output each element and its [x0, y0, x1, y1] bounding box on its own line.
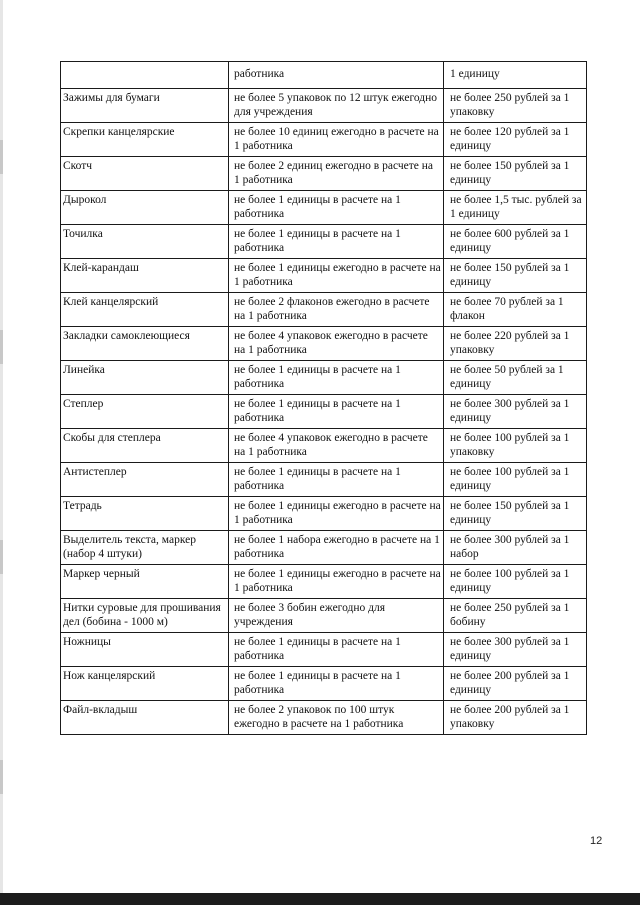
quantity-norm-cell: не более 1 единицы ежегодно в расчете на 1 работника	[229, 497, 444, 531]
page-number: 12	[590, 835, 603, 847]
price-limit-cell: не более 300 рублей за 1 набор	[444, 531, 587, 565]
quantity-norm-cell: не более 1 набора ежегодно в расчете на 1 работника	[229, 531, 444, 565]
table-row	[61, 463, 587, 497]
quantity-norm-cell: работника	[229, 62, 444, 89]
table-body	[61, 62, 587, 735]
quantity-norm-cell: не более 1 единицы ежегодно в расчете на 1 работника	[229, 259, 444, 293]
quantity-norm-cell: не более 1 единицы в расчете на 1 работника	[229, 463, 444, 497]
scan-edge-mark	[0, 330, 3, 364]
table-row	[61, 531, 587, 565]
table-row	[61, 293, 587, 327]
item-name-cell: Файл-вкладыш	[61, 701, 229, 735]
item-name-cell: Скотч	[61, 157, 229, 191]
quantity-norm-cell: не более 2 упаковок по 100 штук ежегодно в расчете на 1 работника	[229, 701, 444, 735]
item-name-cell: Точилка	[61, 225, 229, 259]
item-name-cell: Дырокол	[61, 191, 229, 225]
item-name-cell: Зажимы для бумаги	[61, 89, 229, 123]
table-row	[61, 225, 587, 259]
table-row	[61, 361, 587, 395]
quantity-norm-cell: не более 1 единицы в расчете на 1 работника	[229, 225, 444, 259]
item-name-cell: Линейка	[61, 361, 229, 395]
price-limit-cell: не более 220 рублей за 1 упаковку	[444, 327, 587, 361]
quantity-norm-cell: не более 4 упаковок ежегодно в расчете на 1 работника	[229, 429, 444, 463]
scan-left-edge	[0, 0, 3, 905]
price-limit-cell: не более 70 рублей за 1 флакон	[444, 293, 587, 327]
office-supplies-table	[60, 61, 587, 735]
quantity-norm-cell: не более 1 единицы в расчете на 1 работника	[229, 395, 444, 429]
quantity-norm-cell: не более 1 единицы в расчете на 1 работника	[229, 361, 444, 395]
table-row	[61, 701, 587, 735]
price-limit-cell: не более 600 рублей за 1 единицу	[444, 225, 587, 259]
price-limit-cell: не более 100 рублей за 1 единицу	[444, 565, 587, 599]
item-name-cell: Тетрадь	[61, 497, 229, 531]
item-name-cell: Выделитель текста, маркер (набор 4 штуки)	[61, 531, 229, 565]
item-name-cell: Скобы для степлера	[61, 429, 229, 463]
table-row	[61, 157, 587, 191]
item-name-cell: Нитки суровые для прошивания дел (бобина - 1000 м)	[61, 599, 229, 633]
price-limit-cell: не более 150 рублей за 1 единицу	[444, 497, 587, 531]
price-limit-cell: не более 100 рублей за 1 единицу	[444, 463, 587, 497]
price-limit-cell: не более 200 рублей за 1 единицу	[444, 667, 587, 701]
quantity-norm-cell: не более 2 единиц ежегодно в расчете на 1 работника	[229, 157, 444, 191]
price-limit-cell: не более 200 рублей за 1 упаковку	[444, 701, 587, 735]
item-name-cell	[61, 62, 229, 89]
quantity-norm-cell: не более 1 единицы в расчете на 1 работника	[229, 191, 444, 225]
price-limit-cell: не более 100 рублей за 1 упаковку	[444, 429, 587, 463]
table-row	[61, 327, 587, 361]
quantity-norm-cell: не более 1 единицы в расчете на 1 работника	[229, 633, 444, 667]
table-row	[61, 565, 587, 599]
price-limit-cell: не более 300 рублей за 1 единицу	[444, 395, 587, 429]
scan-edge-mark	[0, 760, 3, 794]
quantity-norm-cell: не более 10 единиц ежегодно в расчете на 1 работника	[229, 123, 444, 157]
price-limit-cell: не более 1,5 тыс. рублей за 1 единицу	[444, 191, 587, 225]
table-row	[61, 497, 587, 531]
quantity-norm-cell: не более 4 упаковок ежегодно в расчете на 1 работника	[229, 327, 444, 361]
table-row	[61, 191, 587, 225]
item-name-cell: Закладки самоклеющиеся	[61, 327, 229, 361]
price-limit-cell: не более 120 рублей за 1 единицу	[444, 123, 587, 157]
price-limit-cell: не более 300 рублей за 1 единицу	[444, 633, 587, 667]
item-name-cell: Клей канцелярский	[61, 293, 229, 327]
table-row	[61, 395, 587, 429]
table-row	[61, 89, 587, 123]
table-row	[61, 429, 587, 463]
table-row	[61, 123, 587, 157]
scan-edge-mark	[0, 540, 3, 574]
table-row	[61, 62, 587, 89]
price-limit-cell: не более 150 рублей за 1 единицу	[444, 157, 587, 191]
quantity-norm-cell: не более 1 единицы в расчете на 1 работника	[229, 667, 444, 701]
quantity-norm-cell: не более 2 флаконов ежегодно в расчете на 1 работника	[229, 293, 444, 327]
price-limit-cell: не более 150 рублей за 1 единицу	[444, 259, 587, 293]
item-name-cell: Ножницы	[61, 633, 229, 667]
price-limit-cell: не более 250 рублей за 1 бобину	[444, 599, 587, 633]
quantity-norm-cell: не более 3 бобин ежегодно для учреждения	[229, 599, 444, 633]
table-row	[61, 599, 587, 633]
table-row	[61, 259, 587, 293]
price-limit-cell: 1 единицу	[444, 62, 587, 89]
item-name-cell: Скрепки канцелярские	[61, 123, 229, 157]
table-row	[61, 667, 587, 701]
quantity-norm-cell: не более 5 упаковок по 12 штук ежегодно для учреждения	[229, 89, 444, 123]
item-name-cell: Маркер черный	[61, 565, 229, 599]
item-name-cell: Антистеплер	[61, 463, 229, 497]
item-name-cell: Нож канцелярский	[61, 667, 229, 701]
quantity-norm-cell: не более 1 единицы ежегодно в расчете на 1 работника	[229, 565, 444, 599]
item-name-cell: Степлер	[61, 395, 229, 429]
table-row	[61, 633, 587, 667]
scan-bottom-band	[0, 893, 640, 905]
price-limit-cell: не более 250 рублей за 1 упаковку	[444, 89, 587, 123]
scan-edge-mark	[0, 140, 3, 174]
price-limit-cell: не более 50 рублей за 1 единицу	[444, 361, 587, 395]
item-name-cell: Клей-карандаш	[61, 259, 229, 293]
